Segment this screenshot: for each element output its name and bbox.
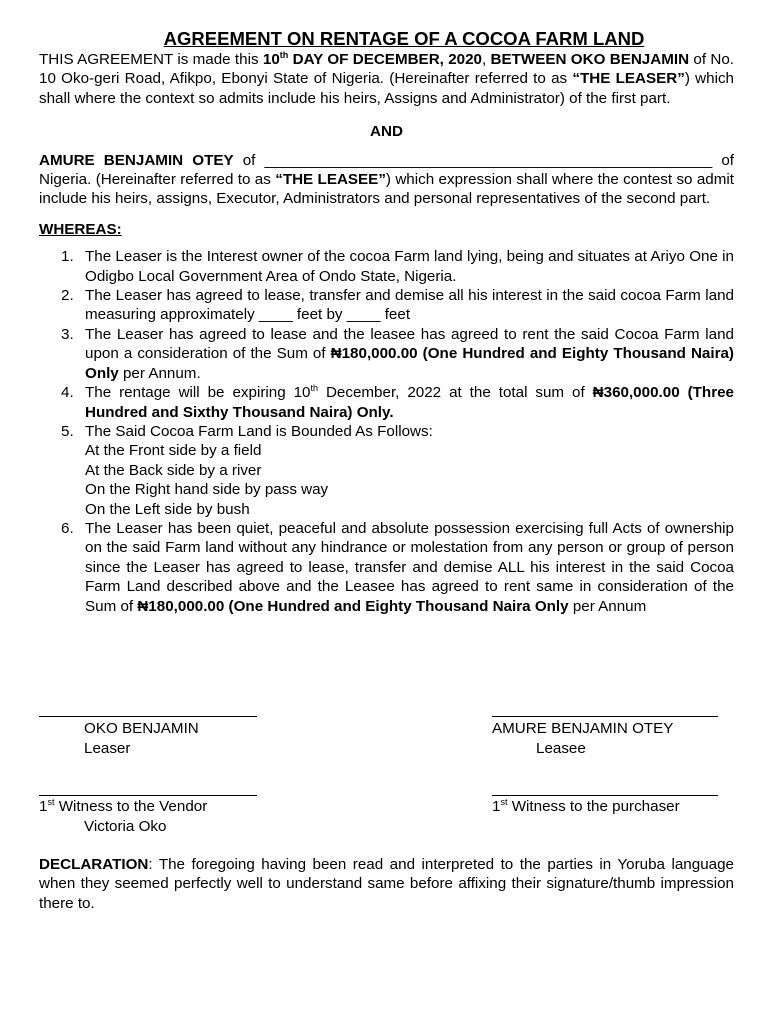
list-item-number: 5.	[61, 422, 74, 440]
list-item-amount: ₦180,000.00 (One Hundred and Eighty Thousand Naira Only	[137, 597, 569, 615]
boundary-back: At the Back side by a river	[85, 461, 262, 479]
list-item-number: 6.	[61, 519, 74, 537]
list-item-text-end: per Annum.	[118, 364, 201, 382]
leaser-role: Leaser	[84, 740, 131, 757]
list-item-text: The Said Cocoa Farm Land is Bounded As Follows:	[85, 422, 433, 440]
vendor-witness-text: Witness to the Vendor	[54, 798, 208, 815]
vendor-witness-number: 1	[39, 798, 48, 815]
intro-day-rest: DAY OF DECEMBER, 2020	[288, 51, 482, 68]
vendor-witness-suffix: st	[47, 796, 55, 807]
boundary-left: On the Left side by bush	[85, 500, 250, 518]
leasee-name: AMURE BENJAMIN OTEY	[492, 720, 674, 737]
list-item	[39, 383, 734, 422]
list-item-text: The Leaser has agreed to lease, transfer and demise all his interest in the said cocoa Farm land measuring approximately ____ feet by ____ feet	[85, 287, 734, 324]
purchaser-witness-label	[492, 797, 680, 816]
vendor-witness-label	[39, 797, 207, 816]
agreement-document	[39, 28, 734, 616]
intro-text-2: ,	[482, 51, 491, 68]
leasee-role: Leasee	[536, 740, 586, 757]
intro-day-number: 10	[262, 51, 280, 68]
intro-text-4: ) which shall where the context so admits include his heirs, Assigns and Administrator) of the first part.	[39, 70, 734, 107]
declaration-paragraph	[39, 855, 734, 913]
party2-paragraph	[39, 151, 734, 209]
list-item	[39, 519, 734, 616]
purchaser-witness-text: Witness to the purchaser	[507, 798, 680, 815]
list-item	[39, 422, 734, 519]
list-item-suffix: th	[310, 383, 318, 394]
leasee-signature-line	[492, 716, 718, 717]
intro-day-suffix: th	[279, 49, 289, 60]
list-item-number: 2.	[61, 287, 74, 305]
list-item-text: The Leaser has agreed to lease and the leasee has agreed to rent the said Cocoa Farm land upon a consideration of the Sum of	[85, 325, 734, 363]
leaser-name: OKO BENJAMIN	[84, 720, 199, 737]
and-separator: AND	[370, 123, 403, 141]
list-item	[39, 286, 734, 325]
purchaser-witness-number: 1	[492, 798, 501, 815]
list-item-amount: ₦180,000.00 (One Hundred and Eighty Thousand Naira) Only	[85, 345, 734, 382]
intro-paragraph	[39, 50, 734, 108]
intro-text-1: THIS AGREEMENT is made this	[39, 51, 263, 68]
intro-text-3: of No. 10 Oko-geri Road, Afikpo, Ebonyi State of Nigeria. (Hereinafter referred to as	[39, 51, 734, 88]
list-item	[39, 325, 734, 383]
document-title: AGREEMENT ON RENTAGE OF A COCOA FARM LAND	[163, 28, 645, 49]
list-item-text: The rentage will be expiring 10	[85, 384, 311, 402]
declaration-text: : The foregoing having been read and interpreted to the parties in Yoruba language when they seemed perfectly well to understand same before affixing their signature/thumb impression there to.	[39, 856, 734, 912]
list-item-text: The Leaser is the Interest owner of the cocoa Farm land lying, being and situates at Ariyo One in Odigbo Local Government Area of Ondo State, Nigeria.	[85, 248, 734, 285]
list-item-amount: ₦360,000.00 (Three Hundred and Sixthy Thousand Naira) Only.	[85, 384, 734, 421]
list-item-number: 3.	[61, 325, 74, 343]
list-item	[39, 247, 734, 286]
intro-leaser: “THE LEASER”	[572, 70, 685, 88]
list-item-number: 1.	[61, 248, 74, 266]
purchaser-witness-suffix: st	[500, 796, 508, 807]
declaration-label: DECLARATION	[39, 856, 149, 873]
party2-name: AMURE BENJAMIN OTEY	[39, 151, 234, 169]
boundary-right: On the Right hand side by pass way	[85, 481, 329, 499]
list-item-text: The Leaser has been quiet, peaceful and absolute possession exercising full Acts of ownership on the said Farm land without any hindrance or molestation from any person or group of person since the Leaser has agreed to lease, transfer and demise ALL his interest in the said Cocoa Farm Land described above and the Leasee has agreed to rent same in consideration of the Sum of	[85, 519, 734, 615]
list-item-text-end: per Annum	[568, 597, 647, 615]
whereas-list	[39, 247, 734, 616]
boundary-front: At the Front side by a field	[85, 442, 262, 460]
list-item-number: 4.	[61, 384, 74, 402]
party2-lessee: “THE LEASEE”	[275, 171, 386, 189]
vendor-witness-name: Victoria Oko	[84, 818, 167, 835]
leaser-signature-line	[39, 716, 257, 717]
whereas-heading: WHEREAS:	[39, 220, 122, 238]
purchaser-witness-line	[492, 795, 718, 796]
intro-between: BETWEEN OKO BENJAMIN	[490, 51, 690, 68]
party2-text-1: of _____________________________________________________ of Nigeria. (Hereinafter referred to as	[39, 151, 734, 189]
vendor-witness-line	[39, 795, 257, 796]
list-item-text-mid: December, 2022 at the total sum of	[318, 384, 593, 402]
party2-text-2: ) which expression shall where the contest so admit include his heirs, assigns, Executor, Administrators and personal representatives of the second part.	[39, 171, 734, 208]
intro-date	[263, 51, 482, 68]
